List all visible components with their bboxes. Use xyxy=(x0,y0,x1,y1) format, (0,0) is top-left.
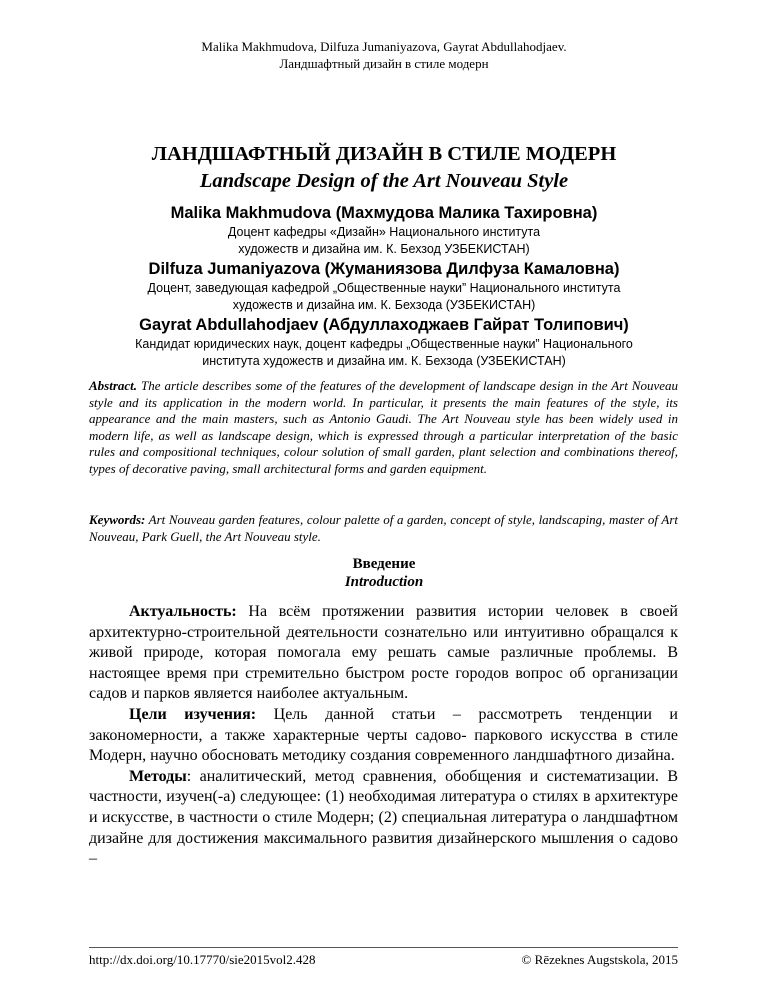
affiliation-line: Кандидат юридических наук, доцент кафедры „Общественные науки” Национального xyxy=(135,337,633,351)
author-3-name: Gayrat Abdullahodjaev (Абдуллаходжаев Гайрат Толипович) xyxy=(139,316,629,334)
footer-doi-link[interactable]: http://dx.doi.org/10.17770/sie2015vol2.428 xyxy=(89,952,316,967)
author-3-affiliation xyxy=(0,336,768,370)
affiliation-line: художеств и дизайна им. К. Бехзода (УЗБЕКИСТАН) xyxy=(232,298,536,312)
running-head-authors: Malika Makhmudova, Dilfuza Jumaniyazova, Gayrat Abdullahodjaev. xyxy=(201,39,567,54)
body-text xyxy=(89,602,678,870)
keywords-label: Keywords: xyxy=(89,512,146,527)
paragraph-label: Актуальность: xyxy=(129,603,237,620)
paragraph-text: : аналитический, метод сравнения, обобщения и систематизации. В частности, изучен(-а) следующее: (1) необходимая литература о стилях в архитектуре и искусстве, в частности о стиле Модерн; (2) специальная литература о ландшафтном дизайне для достижения максимального развития дизайнерского мышления о садово – xyxy=(89,767,678,868)
paper-subtitle: Landscape Design of the Art Nouveau Style xyxy=(199,170,569,192)
paper-title: ЛАНДШАФТНЫЙ ДИЗАЙН В СТИЛЕ МОДЕРН xyxy=(151,143,617,165)
affiliation-line: института художеств и дизайна им. К. Бехзода (УЗБЕКИСТАН) xyxy=(202,354,566,368)
section-heading-en: Introduction xyxy=(344,574,424,590)
author-1-name: Malika Makhmudova (Махмудова Малика Тахировна) xyxy=(170,204,598,222)
running-head xyxy=(0,38,768,72)
paragraph-methods xyxy=(89,767,678,870)
abstract-text: The article describes some of the features of the development of landscape design in the Art Nouveau style and its application in the modern world. In particular, it presents the main features of the style, its appearance and the main masters, such as Antonio Gaudi. The Art Nouveau style has been widely used in modern life, as well as landscape design, which is expressed through a particular interpretation of the basic rules and compositional techniques, colour solution of small garden, plant selection and combinations thereof, types of decorative paving, small architectural forms and garden equipment. xyxy=(89,378,678,476)
footer-copyright: © Rēzeknes Augstskola, 2015 xyxy=(521,952,678,967)
affiliation-line: Доцент, заведующая кафедрой „Общественные науки” Национального института xyxy=(147,281,621,295)
paragraph-relevance xyxy=(89,602,678,705)
footer-divider xyxy=(89,947,678,948)
keywords-text: Art Nouveau garden features, colour palette of a garden, concept of style, landscaping, master of Art Nouveau, Park Guell, the Art Nouveau style. xyxy=(89,512,678,544)
keywords xyxy=(89,512,678,545)
affiliation-line: художеств и дизайна им. К. Бехзод УЗБЕКИСТАН) xyxy=(238,242,530,256)
paragraph-label: Методы xyxy=(129,767,187,785)
abstract-label: Abstract. xyxy=(89,378,138,393)
author-2-affiliation xyxy=(0,280,768,314)
abstract xyxy=(89,378,678,477)
paragraph-text: На всём протяжении развития истории человек в своей архитектурно-строительной деятельности сознательно или интуитивно обращался к живой природе, которая помогала ему решать самые различные проблемы. В настоящее время при стремительно быстром росте городов вопрос об организации садов и парков является наиболее актуальным. xyxy=(89,603,678,703)
paragraph-text: Цель данной статьи – рассмотреть тенденции и закономерности, а также характерные черты садово- паркового искусства в стиле Модерн, научно обосновать методику создания современного ландшафтного дизайна. xyxy=(89,705,678,765)
affiliation-line: Доцент кафедры «Дизайн» Национального института xyxy=(227,225,541,239)
section-heading-ru: Введение xyxy=(352,556,416,572)
author-1-affiliation xyxy=(0,224,768,258)
paragraph-goals xyxy=(89,705,678,767)
author-2-name: Dilfuza Jumaniyazova (Жуманиязова Дилфуза Камаловна) xyxy=(148,260,620,278)
paragraph-label: Цели изучения: xyxy=(129,705,257,723)
running-head-title: Ландшафтный дизайн в стиле модерн xyxy=(279,56,489,71)
